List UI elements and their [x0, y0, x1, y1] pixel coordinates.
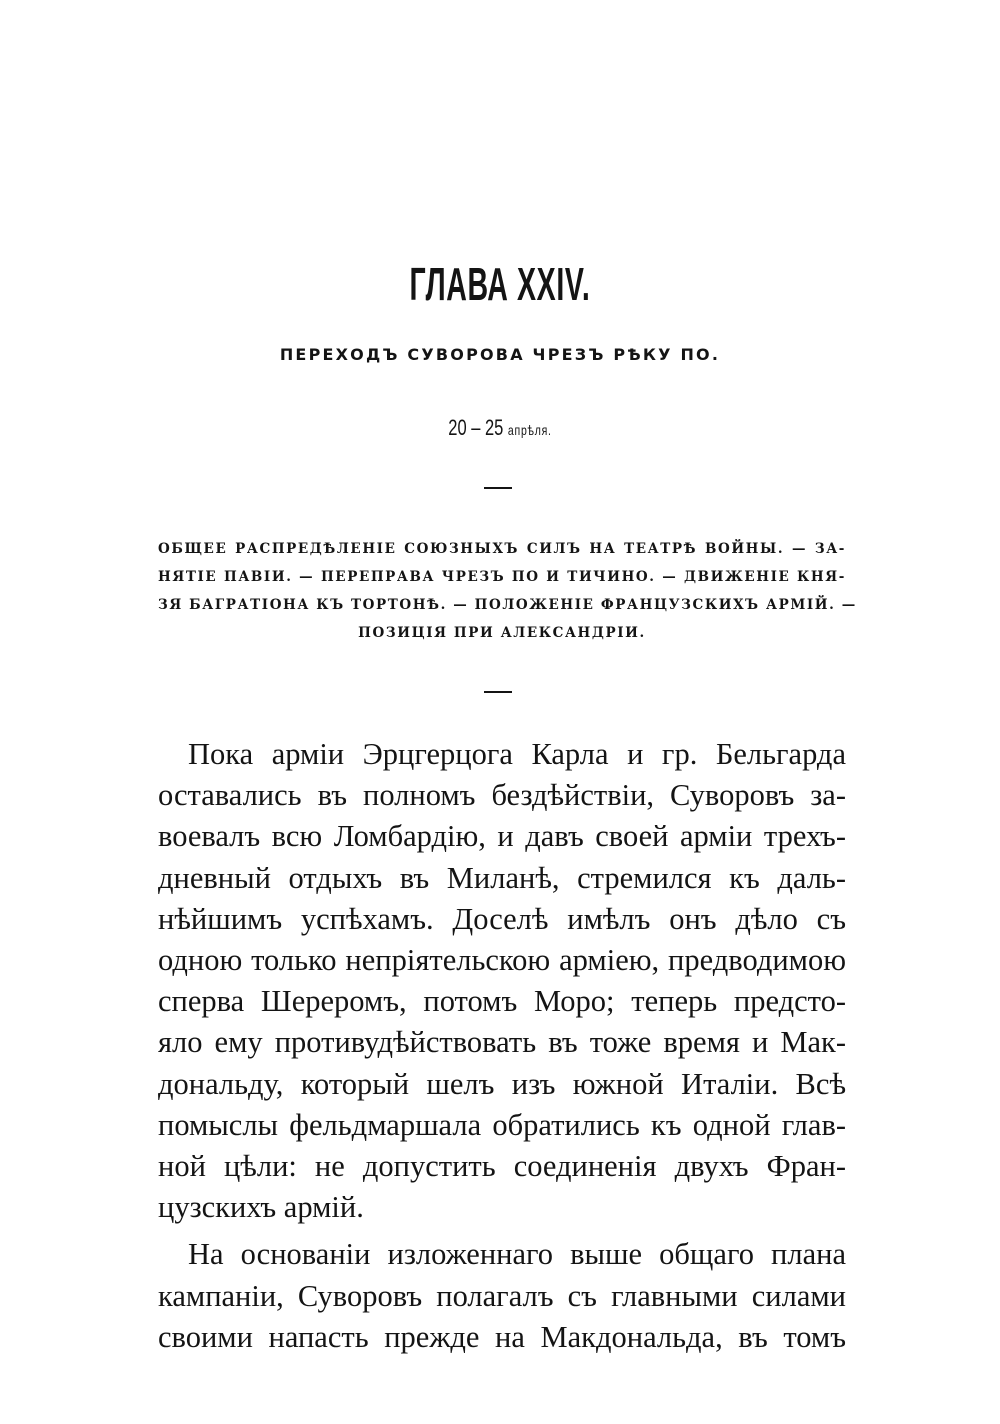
- section-divider: [484, 487, 512, 489]
- text-line: ной цѣли: не допустить соединенія двухъ Фран-: [158, 1149, 846, 1184]
- text-line: дональду, который шелъ изъ южной Италіи. Всѣ: [158, 1066, 846, 1101]
- chapter-title: ГЛАВА XXIV.: [409, 258, 591, 310]
- text-line: Пока арміи Эрцгерцога Карла и гр. Бельгарда: [188, 737, 846, 771]
- text-line: дневный отдыхъ въ Миланѣ, стремился къ даль-: [158, 860, 846, 895]
- text-line: нѣйшимъ успѣхамъ. Доселѣ имѣлъ онъ дѣло съ: [158, 901, 846, 936]
- summary-line: ЗЯ БАГРАТІОНА КЪ ТОРТОНѢ. — ПОЛОЖЕНІЕ ФРАНЦУЗСКИХЪ АРМІЙ. —: [158, 597, 857, 613]
- chapter-subtitle: ПЕРЕХОДЪ СУВОРОВА ЧРЕЗЪ РѢКУ ПО.: [279, 345, 721, 364]
- text-line: одною только непріятельскою арміею, предводимою: [158, 943, 846, 978]
- dates-range: 20 – 25: [448, 415, 504, 440]
- text-line: оставались въ полномъ бездѣйствіи, Суворовъ за-: [158, 778, 846, 813]
- chapter-dates: [125, 414, 875, 444]
- summary-line: ОБЩЕЕ РАСПРЕДѢЛЕНІЕ СОЮЗНЫХЪ СИЛЪ НА ТЕАТРѢ ВОЙНЫ. — ЗА-: [158, 541, 846, 557]
- text-line: На основаніи изложеннаго выше общаго плана: [188, 1237, 846, 1272]
- summary-line: НЯТІЕ ПАВІИ. — ПЕРЕПРАВА ЧРЕЗЪ ПО И ТИЧИНО. — ДВИЖЕНІЕ КНЯ-: [158, 569, 846, 585]
- text-line: помыслы фельдмаршала обратились къ одной глав-: [158, 1107, 846, 1142]
- paragraph: [158, 734, 846, 1228]
- text-line: своими напасть прежде на Макдональда, въ томъ: [158, 1319, 846, 1354]
- text-line: воевалъ всю Ломбардію, и давъ своей арміи трехъ-: [158, 819, 846, 854]
- text-line: цузскихъ армій.: [158, 1190, 364, 1225]
- paragraph: [158, 1234, 846, 1358]
- chapter-summary: [158, 535, 857, 647]
- text-line: кампаніи, Суворовъ полагалъ съ главными силами: [158, 1278, 846, 1313]
- section-divider: [484, 691, 512, 693]
- text-line: сперва Шереромъ, потомъ Моро; теперь предсто-: [158, 984, 846, 1019]
- body-text: [158, 734, 846, 1358]
- summary-line: ПОЗИЦІЯ ПРИ АЛЕКСАНДРІИ.: [358, 625, 646, 641]
- dates-month: апрѣля.: [507, 422, 552, 438]
- text-line: яло ему противудѣйствовать въ тоже время и Мак-: [158, 1025, 846, 1060]
